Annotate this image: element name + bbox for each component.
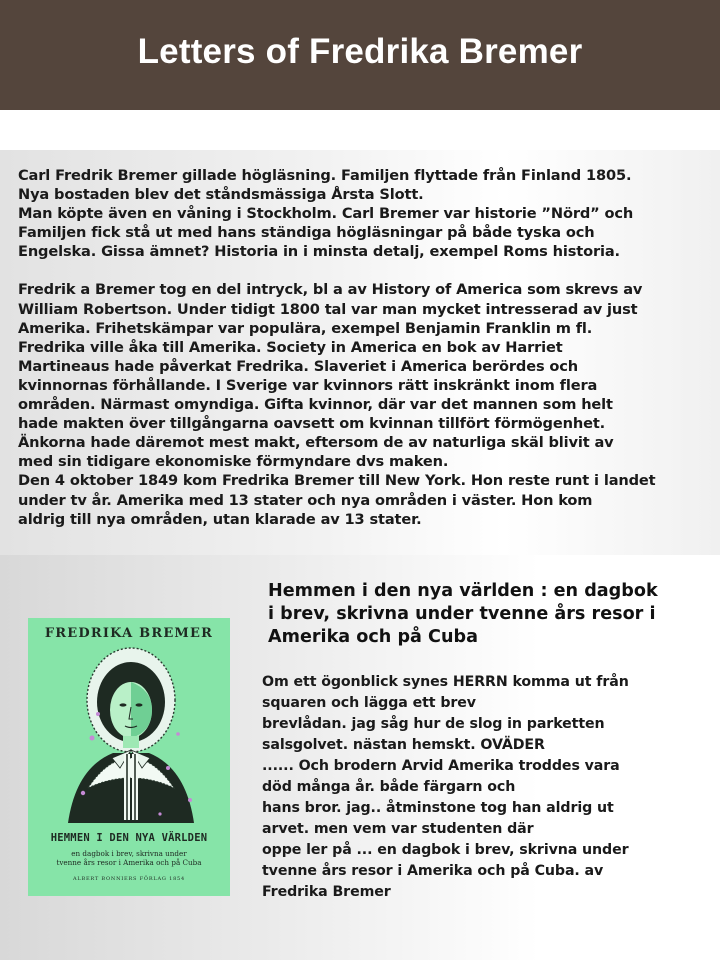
- text-line: kvinnornas förhållande. I Sverige var kvinnors rätt inskränkt inom flera: [18, 376, 598, 394]
- cover-title: HEMMEN I DEN NYA VÄRLDEN: [50, 832, 208, 844]
- excerpt-line: ...... Och brodern Arvid Amerika troddes vara: [262, 758, 620, 774]
- text-line: Fredrik a Bremer tog en del intryck, bl a av History of America som skrevs av: [18, 281, 643, 299]
- cover-subtitle-line: en dagbok i brev, skrivna under: [71, 849, 187, 858]
- paragraph-gap: [18, 261, 708, 280]
- text-line: under tv år. Amerika med 13 stater och nya områden i väster. Hon kom: [18, 491, 593, 509]
- excerpt-line: död många år. både färgarn och: [262, 779, 516, 795]
- title-bar: [0, 0, 720, 110]
- excerpt-line: squaren och lägga ett brev: [262, 695, 476, 711]
- text-line: områden. Närmast omyndiga. Gifta kvinnor, där var det mannen som helt: [18, 396, 613, 414]
- book-title: [268, 580, 698, 649]
- excerpt-line: arvet. men vem var studenten där: [262, 821, 534, 837]
- text-line: Amerika. Frihetskämpar var populära, exempel Benjamin Franklin m fl.: [18, 319, 593, 337]
- book-cover-image: [28, 618, 230, 896]
- text-line: Engelska. Gissa ämnet? Historia in i minsta detalj, exempel Roms historia.: [18, 243, 620, 261]
- cover-subtitle: [28, 849, 230, 867]
- text-line: Martineaus hade påverkat Fredrika. Slaveriet i America berördes och: [18, 357, 579, 375]
- text-line: aldrig till nya områden, utan klarade av 13 stater.: [18, 510, 422, 528]
- text-line: med sin tidigare ekonomiske förmyndare dvs maken.: [18, 453, 449, 471]
- excerpt-line: Fredrika Bremer: [262, 884, 391, 900]
- excerpt-line: brevlådan. jag såg hur de slog in parketten: [262, 716, 605, 732]
- book-title-line: i brev, skrivna under tvenne års resor i: [268, 604, 656, 624]
- cover-publisher: ALBERT BONNIERS FÖRLAG 1854: [72, 876, 186, 882]
- excerpt-line: salsgolvet. nästan hemskt. OVÄDER: [262, 737, 545, 753]
- excerpt-line: Om ett ögonblick synes HERRN komma ut från: [262, 674, 629, 690]
- text-line: Man köpte även en våning i Stockholm. Carl Bremer var historie ”Nörd” och: [18, 205, 634, 223]
- text-line: hade makten över tillgångarna oavsett om kvinnan tillfört förmögenhet.: [18, 415, 606, 433]
- text-line: Carl Fredrik Bremer gillade högläsning. Familjen flyttade från Finland 1805.: [18, 167, 632, 184]
- slide-title: Letters of Fredrika Bremer: [137, 32, 583, 71]
- biography-text: [18, 166, 708, 529]
- text-line: Fredrika ville åka till Amerika. Society in America en bok av Harriet: [18, 338, 563, 356]
- book-title-line: Hemmen i den nya världen : en dagbok: [268, 581, 658, 601]
- text-line: Den 4 oktober 1849 kom Fredrika Bremer till New York. Hon reste runt i landet: [18, 472, 656, 490]
- book-excerpt: [262, 672, 702, 903]
- book-title-line: Amerika och på Cuba: [268, 627, 478, 647]
- text-line: William Robertson. Under tidigt 1800 tal var man mycket intresserad av just: [18, 300, 638, 318]
- excerpt-line: oppe ler på ... en dagbok i brev, skrivna under: [262, 842, 629, 858]
- excerpt-line: tvenne års resor i Amerika och på Cuba. av: [262, 863, 604, 879]
- text-line: Familjen fick stå ut med hans ständiga högläsningar på både tyska och: [18, 224, 595, 242]
- text-line: Änkorna hade däremot mest makt, eftersom de av naturliga skäl blivit av: [18, 434, 614, 452]
- text-line: Nya bostaden blev det ståndsmässiga Årsta Slott.: [18, 186, 424, 204]
- excerpt-line: hans bror. jag.. åtminstone tog han aldrig ut: [262, 800, 614, 816]
- cover-author: FREDRIKA BREMER: [44, 626, 214, 641]
- cover-subtitle-line: tvenne års resor i Amerika och på Cuba: [56, 858, 202, 867]
